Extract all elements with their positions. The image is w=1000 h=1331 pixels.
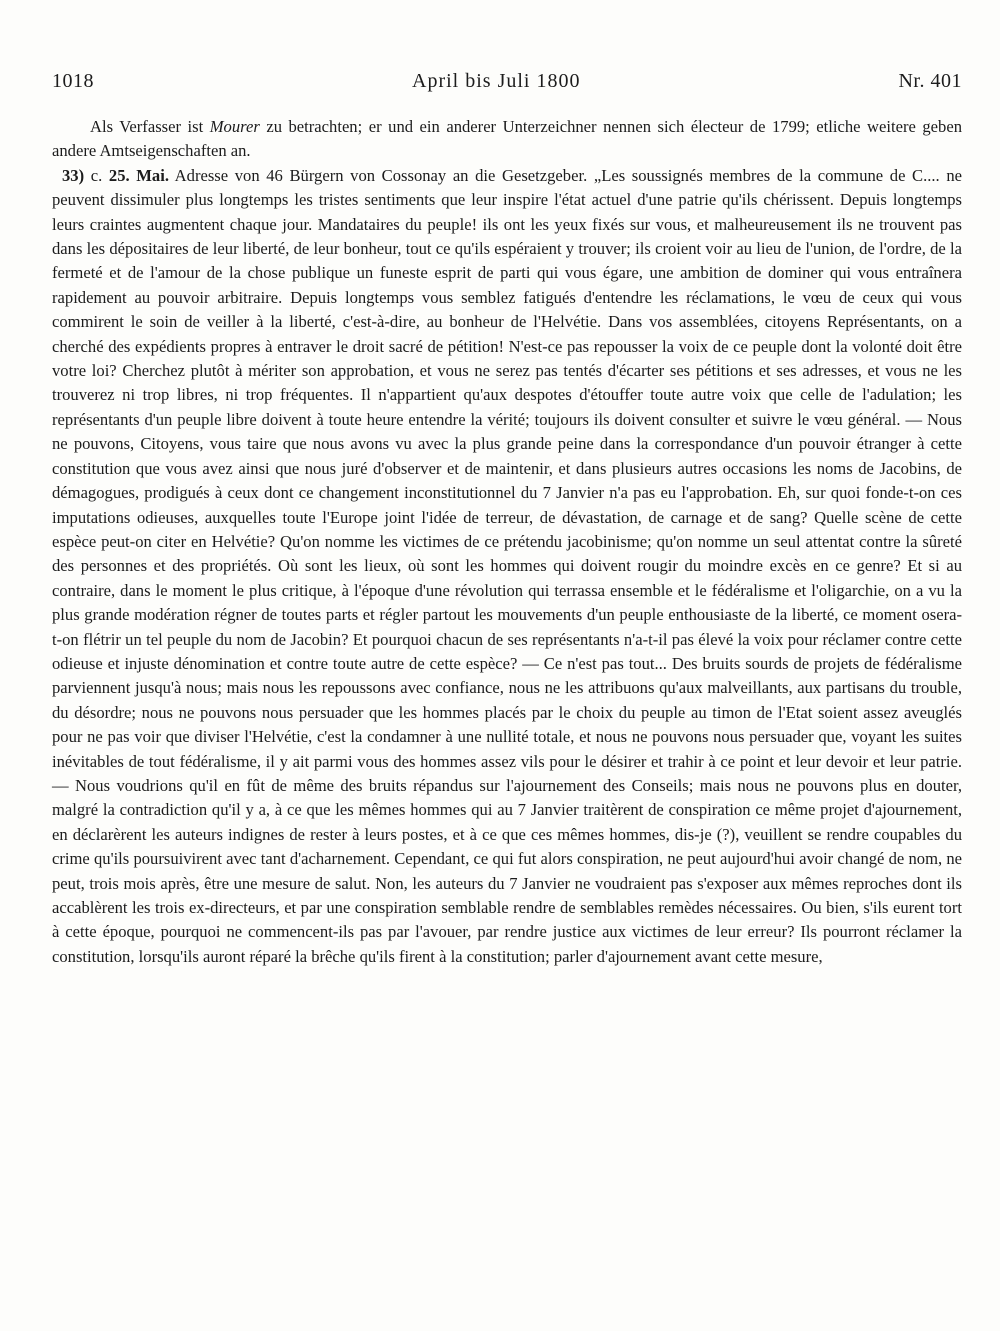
entry-body: „Les soussignés membres de la commune de C.... ne peuvent dissimuler plus longtemps les tristes sentiments que leur inspire l'état actuel d'une patrie qu'ils chérissent. Depuis longtemps leurs craintes augmentent chaque jour. Mandataires du peuple! ils ont les yeux fixés sur vous, et malheureusement ils ne trouvent pas dans les dépositaires de leur liberté, de leur bonheur, tout ce qu'ils espéraient y trouver; ils croient voir au lieu de l'union, de l'ordre, de la fermeté et de l'amour de la chose publique un funeste esprit de parti qui vous égare, une ambition de dominer qui vous entraînera rapidement au pouvoir arbitraire. Depuis longtemps vous semblez fatigués d'entendre les réclamations, le vœu de ceux qui vous commirent le soin de veiller à la liberté, c'est-à-dire, au bonheur de l'Helvétie. Dans vos assemblées, citoyens Représentants, on a cherché des expédients propres à entraver le droit sacré de pétition! N'est-ce pas repousser la voix de ce peuple dont la volonté doit être votre loi? Cherchez plutôt à mériter son approbation, et vous ne serez pas tentés d'écarter ses pétitions et ses adresses, et vous ne les trouverez ni trop libres, ni trop fréquentes. Il n'appartient qu'aux despotes d'étouffer toute autre voix que celle de l'adulation; les représentants d'un peuple libre doivent à toute heure entendre la vérité; toujours ils doivent consulter et suivre le vœu général. — Nous ne pouvons, Citoyens, vous taire que nous avons vu avec la plus grande peine dans la correspondance d'un pouvoir étranger à cette constitution que vous avez ainsi que nous juré d'observer et de maintenir, et dans plusieurs autres occasions les noms de Jacobins, de démagogues, prodigués à ceux dont ce changement inconstitutionnel du 7 Janvier n'a pas eu l'approbation. Eh, sur quoi fonde-t-on ces imputations odieuses, auxquelles toute l'Europe joint l'idée de terreur, de dévastation, de carnage et de sang? Quelle scène de cette espèce peut-on citer en Helvétie? Qu'on nomme les victimes de ce prétendu jacobinisme; qu'on nomme un seul attentat contre la sûreté des personnes et des propriétés. Où sont les lieux, où sont les hommes qui doivent rougir du moindre excès en ce genre? Et si au contraire, dans le moment le plus critique, à l'époque d'une révolution qui terrassa ensemble et le fédéralisme et l'oligarchie, on a vu la plus grande modération régner de toutes parts et régler partout les mouvements d'un peuple enthousiaste de la liberté, ce moment osera-t-on flétrir un tel peuple du nom de Jacobin? Et pourquoi chacun de ses représentants n'a-t-il pas élevé la voix pour réclamer contre cette odieuse et injuste dénomination et contre toute autre de cette espèce? — Ce n'est pas tout... Des bruits sourds de projets de fédéralisme parviennent jusqu'à nous; mais nous les repoussons avec confiance, nous ne les attribuons qu'aux malveillants, aux partisans du trouble, du désordre; nous ne pouvons nous persuader que les hommes placés par le choix du peuple au timon de l'Etat soient assez aveuglés pour ne pas voir que diviser l'Helvétie, c'est la condamner à une nullité totale, et nous ne pouvons nous persuader que, voyant les suites inévitables de tout fédéralisme, il y ait parmi vous des hommes assez vils pour le désirer et trahir à ce point et leur devoir et leur patrie. — Nous voudrions qu'il en fût de même des bruits répandus sur l'ajournement des Conseils; mais nous ne pouvons plus en douter, malgré la contradiction qu'il y a, à ce que les mêmes hommes qui au 7 Janvier traitèrent de conspiration ce même projet d'ajournement, en déclarèrent les auteurs indignes de rester à leurs postes, et à ce que ces mêmes hommes, dis-je (?), veuillent se rendre coupables du crime qu'ils poursuivirent avec tant d'acharnement. Cependant, ce qui fut alors conspiration, ne peut aujourd'hui avoir changé de nom, ne peut, trois mois après, être une mesure de salut. Non, les auteurs du 7 Janvier ne voudraient pas s'exposer aux mêmes reproches dont ils accablèrent les trois ex-directeurs, et par une conspiration semblable rendre de semblables remèdes nécessaires. Ou bien, s'ils eurent tort à cette époque, pourquoi ne commencent-ils pas par l'avouer, par rendre justice aux victimes de leur erreur? Ils pourront réclamer la constitution, lorsqu'ils auront réparé la brêche qu'ils firent à la constitution; parler d'ajournement avant cette mesure, <box>52 165 962 966</box>
entry-date: 25. Mai. <box>108 165 169 185</box>
author-name: Mourer <box>209 117 260 136</box>
intro-text-after: zu betrachten; er und ein anderer Unterzeichner nennen sich électeur de 1799; etliche weitere geben andere Amtseigenschaften an. <box>52 117 962 161</box>
running-title: April bis Juli 1800 <box>412 70 581 92</box>
intro-paragraph <box>52 115 962 164</box>
entry-date-prefix: c. <box>90 165 103 185</box>
entry-heading: Adresse von 46 Bürgern von Cossonay an die Gesetzgeber. <box>174 165 588 185</box>
running-header <box>52 70 962 93</box>
entry-paragraph <box>52 164 962 969</box>
entry-number: 33) <box>62 165 85 185</box>
body-text <box>52 115 962 969</box>
document-number: Nr. 401 <box>898 70 962 92</box>
intro-text-before: Als Verfasser ist <box>90 117 210 136</box>
page-number: 1018 <box>52 70 94 92</box>
